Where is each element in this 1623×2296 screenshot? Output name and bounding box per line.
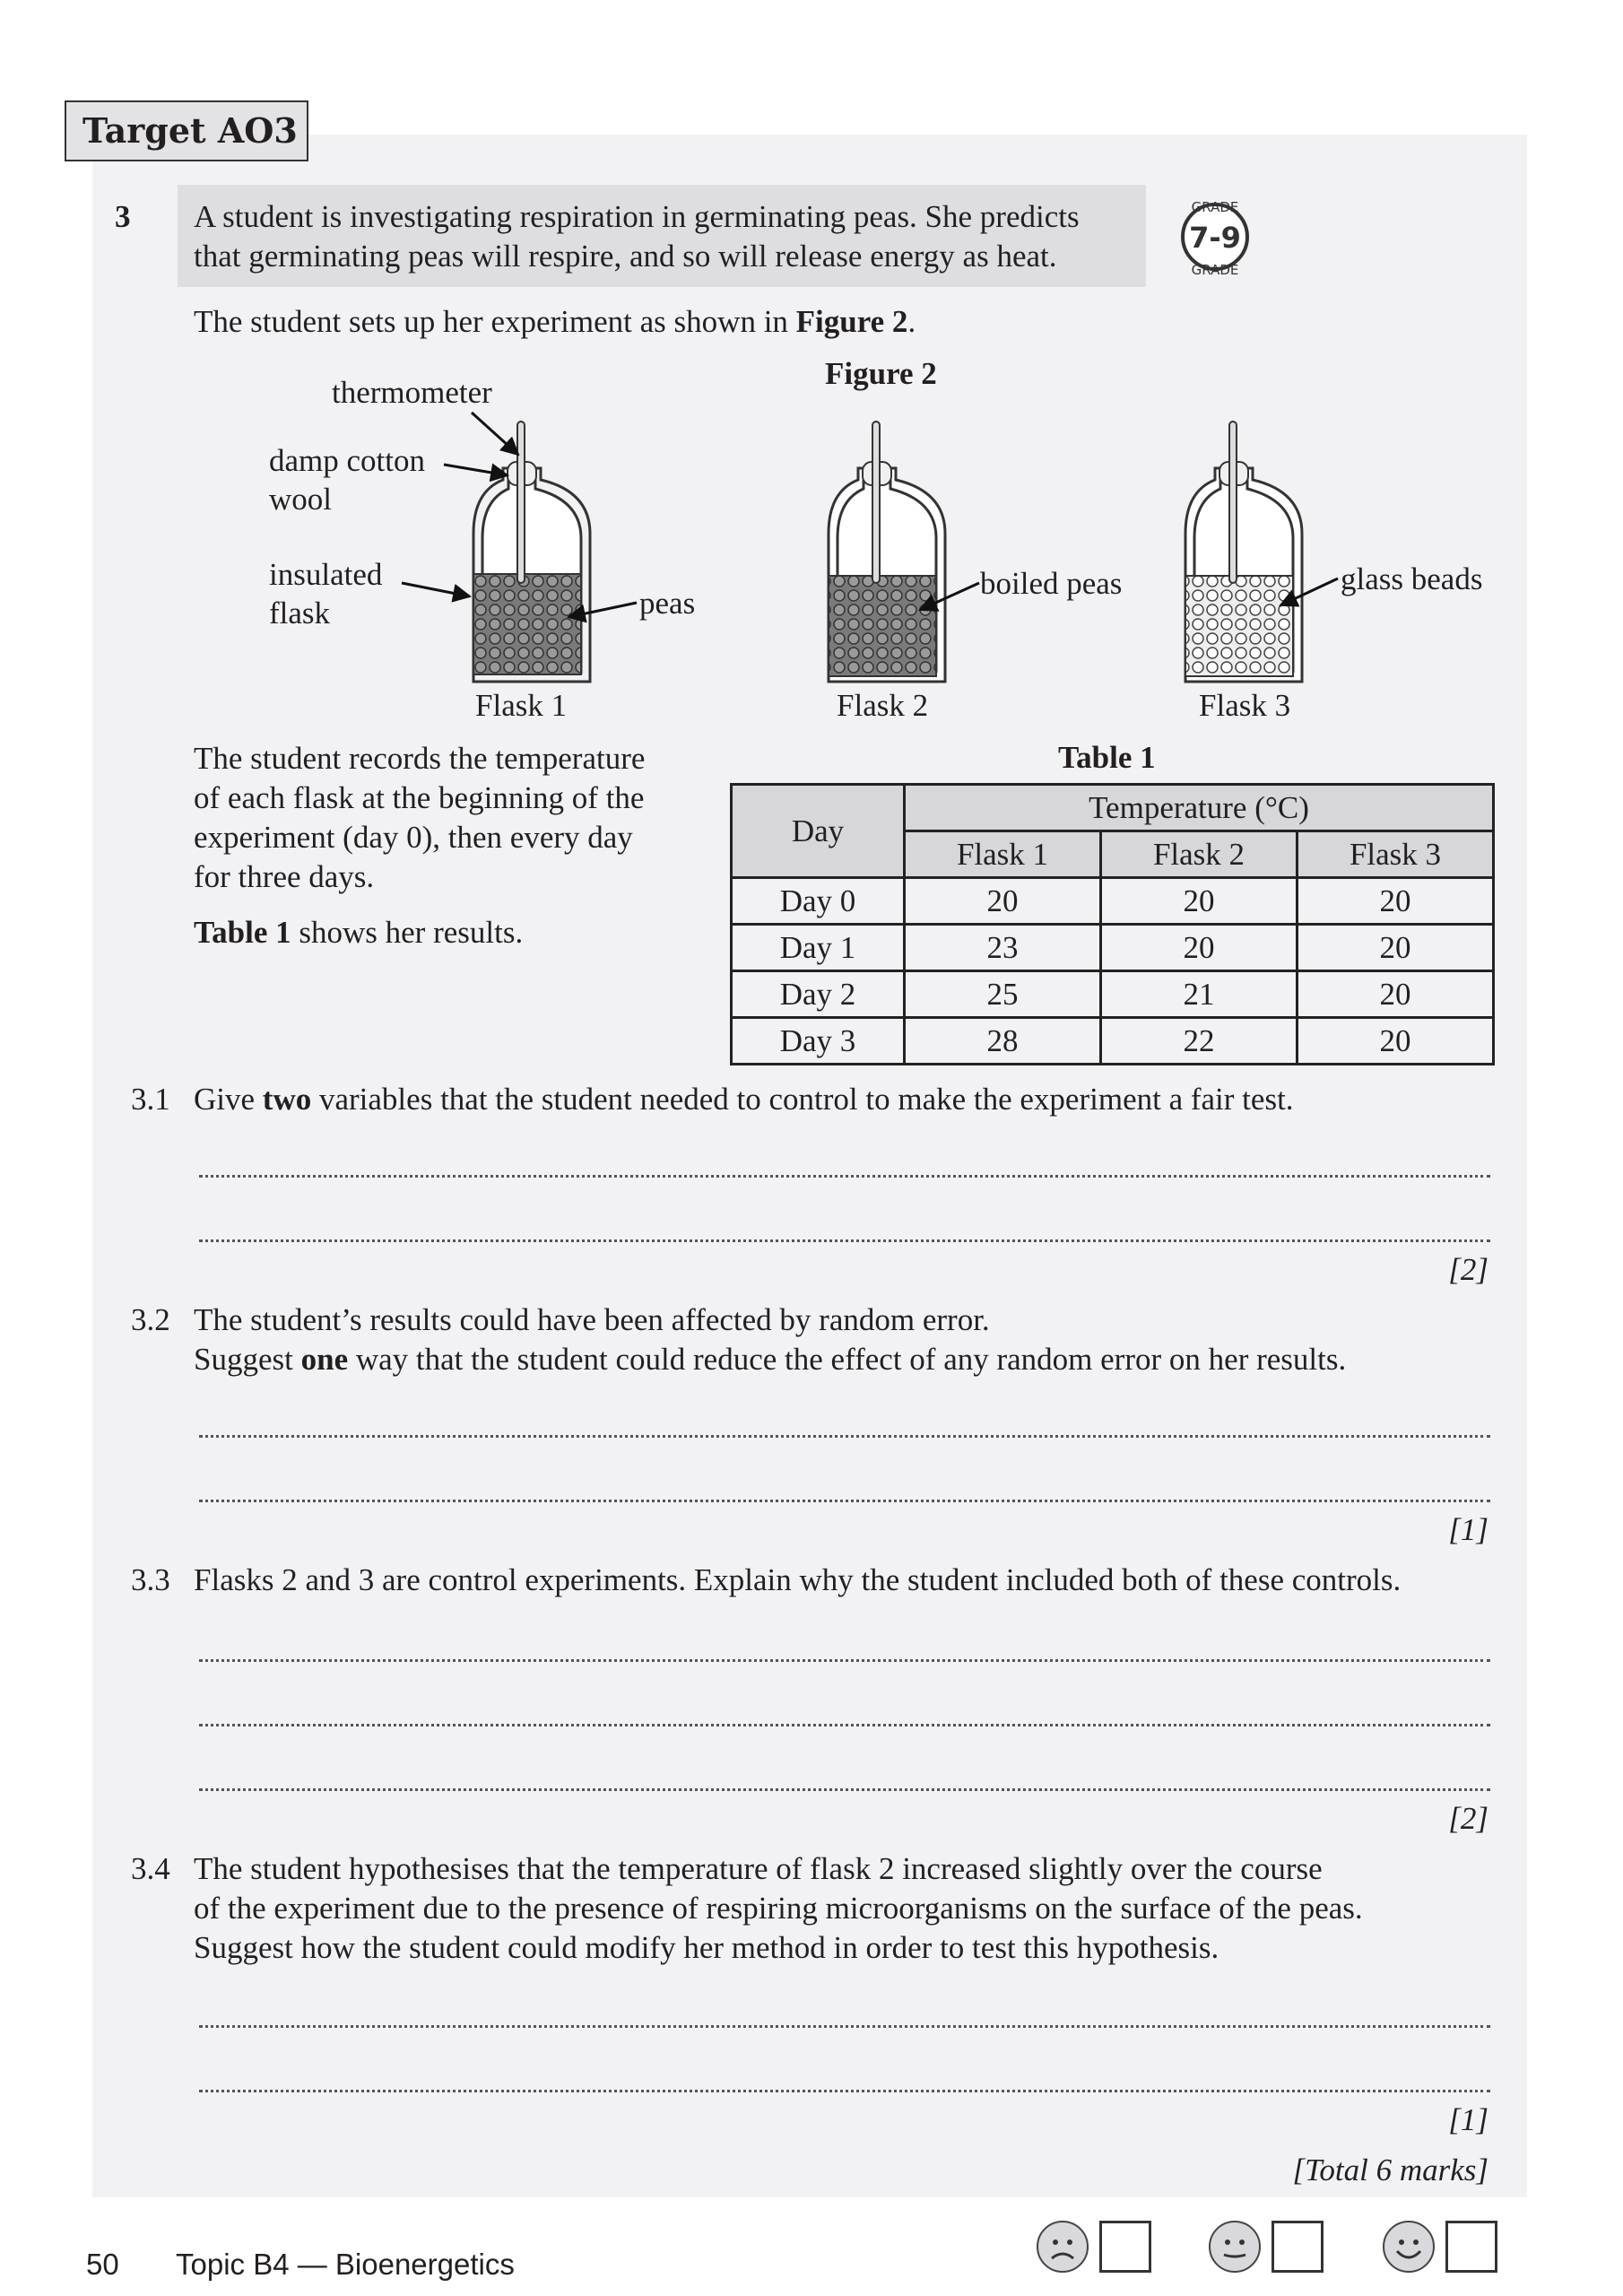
setup-sentence: The student sets up her experiment as shown in Figure 2. <box>194 304 916 339</box>
label-glass-beads: glass beads <box>1341 561 1483 596</box>
topic-label: Topic B4 — Bioenergetics <box>176 2248 515 2281</box>
confidence-checkbox[interactable] <box>1271 2221 1324 2273</box>
answer-line[interactable] <box>199 1175 1490 1178</box>
subq-3-4-line-1: The student hypothesises that the temperature of flask 2 increased slightly over the course <box>194 1851 1323 1886</box>
marks-3-3: [2] <box>1448 1801 1488 1836</box>
intro-line-2: that germinating peas will respire, and so will release energy as heat. <box>194 239 1057 274</box>
records-line-1: The student records the temperature <box>194 741 646 776</box>
subq-3-3-number: 3.3 <box>131 1562 170 1597</box>
records-line-4: for three days. <box>194 859 375 894</box>
subq-3-1-number: 3.1 <box>131 1082 170 1117</box>
grade-top-text: GRADE <box>1191 199 1239 215</box>
sad-face-icon <box>1037 2221 1089 2273</box>
subq-3-4-line-3: Suggest how the student could modify her method in order to test this hypothesis. <box>194 1930 1219 1965</box>
table-row: Day 3 28 22 20 <box>732 1018 1494 1065</box>
table-col-flask-2: Flask 2 <box>1101 831 1298 878</box>
answer-line[interactable] <box>199 1239 1490 1242</box>
flask-1-label: Flask 1 <box>475 688 568 723</box>
flask-3 <box>1185 422 1302 682</box>
page-number: 50 <box>86 2248 119 2281</box>
subq-3-4-line-2: of the experiment due to the presence of respiring microorganisms on the surface of the peas. <box>194 1891 1363 1926</box>
table-row: Day 0 20 20 20 <box>732 878 1494 925</box>
answer-line[interactable] <box>199 1724 1490 1726</box>
answer-line[interactable] <box>199 1500 1490 1502</box>
answer-line[interactable] <box>199 1659 1490 1662</box>
subq-3-2-line-1: The student’s results could have been affected by random error. <box>194 1302 990 1337</box>
label-boiled-peas: boiled peas <box>980 566 1123 601</box>
subq-3-2-number: 3.2 <box>131 1302 170 1337</box>
flask-3-label: Flask 3 <box>1199 688 1291 723</box>
answer-line[interactable] <box>199 1435 1490 1438</box>
subq-3-1-text: Give two variables that the student needed to control to make the experiment a fair test. <box>194 1082 1294 1117</box>
target-label: Target AO3 <box>65 100 308 161</box>
label-insulated: insulated <box>269 557 383 592</box>
table-row: Day 1 23 20 20 <box>732 925 1494 971</box>
grade-value: 7-9 <box>1189 221 1241 255</box>
answer-line[interactable] <box>199 2090 1490 2092</box>
table-reference: Table 1 shows her results. <box>194 915 524 950</box>
records-line-3: experiment (day 0), then every day <box>194 820 633 855</box>
table-row: Day 2 25 21 20 <box>732 971 1494 1018</box>
answer-line[interactable] <box>199 2025 1490 2028</box>
records-line-2: of each flask at the beginning of the <box>194 780 645 815</box>
marks-3-4: [1] <box>1448 2102 1488 2137</box>
flask-1 <box>473 422 590 682</box>
subq-3-3-text: Flasks 2 and 3 are control experiments. Explain why the student included both of these controls. <box>194 1562 1402 1597</box>
confidence-checkbox[interactable] <box>1099 2221 1151 2273</box>
label-damp-cotton: damp cotton <box>269 443 425 478</box>
label-peas: peas <box>639 586 696 621</box>
label-damp-cotton-2: wool <box>269 482 332 517</box>
intro-line-1: A student is investigating respiration in germinating peas. She predicts <box>194 199 1080 234</box>
answer-line[interactable] <box>199 1788 1490 1791</box>
figure-title: Figure 2 <box>825 356 937 391</box>
total-marks: [Total 6 marks] <box>1292 2152 1488 2187</box>
question-number: 3 <box>115 199 131 234</box>
neutral-face-icon <box>1209 2221 1261 2273</box>
label-thermometer: thermometer <box>332 375 492 410</box>
happy-face-icon <box>1383 2221 1435 2273</box>
results-table <box>730 783 1495 1065</box>
table-title: Table 1 <box>1058 740 1156 775</box>
flask-2 <box>829 422 945 682</box>
subq-3-2-line-2: Suggest one way that the student could reduce the effect of any random error on her results. <box>194 1342 1347 1377</box>
subq-3-4-number: 3.4 <box>131 1851 170 1886</box>
table-col-flask-1: Flask 1 <box>905 831 1101 878</box>
marks-3-1: [2] <box>1448 1252 1488 1287</box>
confidence-checkbox[interactable] <box>1445 2221 1497 2273</box>
grade-bottom-text: GRADE <box>1191 262 1239 278</box>
table-day-header: Day <box>732 785 905 878</box>
figure-2-diagram <box>0 0 1623 718</box>
marks-3-2: [1] <box>1448 1512 1488 1547</box>
table-temperature-header: Temperature (°C) <box>905 785 1494 831</box>
flask-2-label: Flask 2 <box>837 688 929 723</box>
table-col-flask-3: Flask 3 <box>1298 831 1494 878</box>
label-insulated-2: flask <box>269 596 331 631</box>
